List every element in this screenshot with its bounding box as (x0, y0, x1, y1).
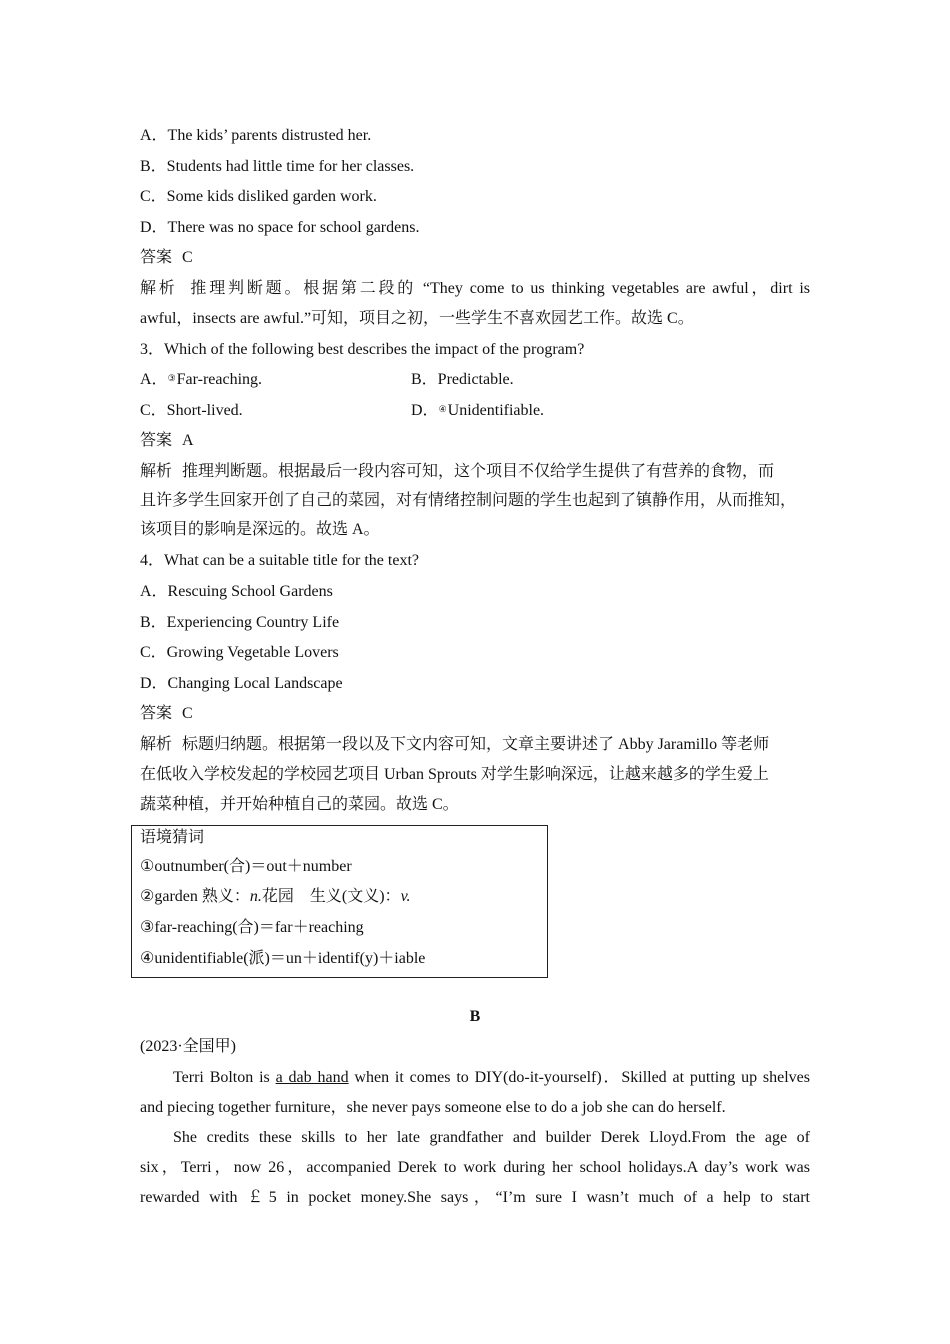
option-text: Far-reaching. (176, 371, 263, 388)
analysis-label: 解析 (140, 736, 173, 753)
q4-option-c: C．Growing Vegetable Lovers (140, 644, 339, 661)
option-prefix: A． (140, 371, 168, 388)
vocab-word: ②garden 熟义： (140, 888, 250, 905)
q3-option-c: C．Short-lived. (140, 402, 243, 419)
q3-option-b: B．Predictable. (411, 371, 514, 388)
vocab-item-2 (140, 887, 410, 907)
q4-option-a: A．Rescuing School Gardens (140, 583, 333, 600)
q4-analysis-line3: 蔬菜种植，并开始种植自己的菜园。故选 C。 (140, 796, 459, 813)
analysis-text: 推理判断题。根据最后一段内容可知，这个项目不仅给学生提供了有营养的食物，而 (182, 463, 775, 480)
passage-p1-line1 (173, 1068, 810, 1088)
passage-p1-line2: and piecing together furniture，she never pays someone else to do a job she can do herself. (140, 1099, 726, 1116)
pos-verb: v. (400, 888, 411, 905)
q4-question: 4．What can be a suitable title for the text? (140, 552, 420, 569)
q2-analysis-line1 (140, 279, 810, 299)
q4-analysis-line2: 在低收入学校发起的学校园艺项目 Urban Sprouts 对学生影响深远，让越来越多的学生爱上 (140, 766, 769, 783)
answer-label: 答案 (140, 432, 173, 449)
pos-noun: n. (249, 888, 262, 905)
q2-option-a: A．The kids’ parents distrusted her. (140, 127, 372, 144)
q3-analysis-line1 (140, 462, 774, 482)
option-prefix: D． (411, 402, 439, 419)
q3-option-d (411, 401, 544, 422)
option-text: Unidentifiable. (447, 402, 545, 419)
answer-label: 答案 (140, 249, 173, 266)
q2-option-d: D．There was no space for school gardens. (140, 219, 420, 236)
analysis-text: 推理判断题。根据第二段的 “They come to us thinking vegetables are awful，dirt is (187, 280, 810, 297)
text-segment: Terri Bolton is (173, 1069, 276, 1086)
q2-option-c: C．Some kids disliked garden work. (140, 188, 377, 205)
vocab-box (131, 825, 548, 978)
q2-answer (140, 248, 193, 268)
answer-value: A (182, 432, 194, 449)
passage-p2-line2: six，Terri，now 26，accompanied Derek to work during her school holidays.A day’s work was (140, 1159, 810, 1176)
answer-value: C (182, 705, 193, 722)
vocab-item-1: ①outnumber(合)＝out＋number (140, 858, 352, 875)
passage-title: B (469, 1008, 481, 1025)
vocab-item-3: ③far-reaching(合)＝far＋reaching (140, 919, 364, 936)
passage-p2-line1: She credits these skills to her late grandfather and builder Derek Lloyd.From the age of (173, 1129, 810, 1146)
footnote-mark: ③ (167, 373, 176, 383)
vocab-item-4: ④unidentifiable(派)＝un＋identif(y)＋iable (140, 950, 426, 967)
analysis-text: 标题归纳题。根据第一段以及下文内容可知，文章主要讲述了 Abby Jaramillo 等老师 (182, 736, 770, 753)
analysis-label: 解析 (140, 463, 173, 480)
footnote-mark: ④ (438, 404, 447, 414)
underlined-phrase: a dab hand (275, 1069, 349, 1086)
q3-question: 3．Which of the following best describes the impact of the program? (140, 341, 585, 358)
answer-label: 答案 (140, 705, 173, 722)
q3-answer (140, 431, 194, 451)
q4-option-d: D．Changing Local Landscape (140, 675, 343, 692)
passage-p2-line3: rewarded with ￡5 in pocket money.She says，“I’m sure I wasn’t much of a help to start (140, 1189, 811, 1206)
q4-answer (140, 704, 193, 724)
q2-analysis-line2: awful，insects are awful.”可知，项目之初，一些学生不喜欢园艺工作。故选 C。 (140, 310, 694, 327)
passage-source: (2023·全国甲) (140, 1038, 236, 1055)
q3-analysis-line2: 且许多学生回家开创了自己的菜园，对有情绪控制问题的学生也起到了镇静作用，从而推知， (140, 492, 797, 509)
text-segment: when it comes to DIY(do-it-yourself)．Skilled at putting up shelves (348, 1069, 810, 1086)
vocab-title: 语境猜词 (140, 829, 205, 846)
answer-value: C (182, 249, 193, 266)
q4-analysis-line1 (140, 735, 769, 755)
q4-option-b: B．Experiencing Country Life (140, 614, 340, 631)
q3-analysis-line3: 该项目的影响是深远的。故选 A。 (140, 521, 380, 538)
vocab-meaning: 花园 生义(文义)： (261, 888, 401, 905)
analysis-label: 解析 (140, 280, 178, 297)
q2-option-b: B．Students had little time for her classes. (140, 158, 415, 175)
q3-option-a (140, 370, 262, 391)
